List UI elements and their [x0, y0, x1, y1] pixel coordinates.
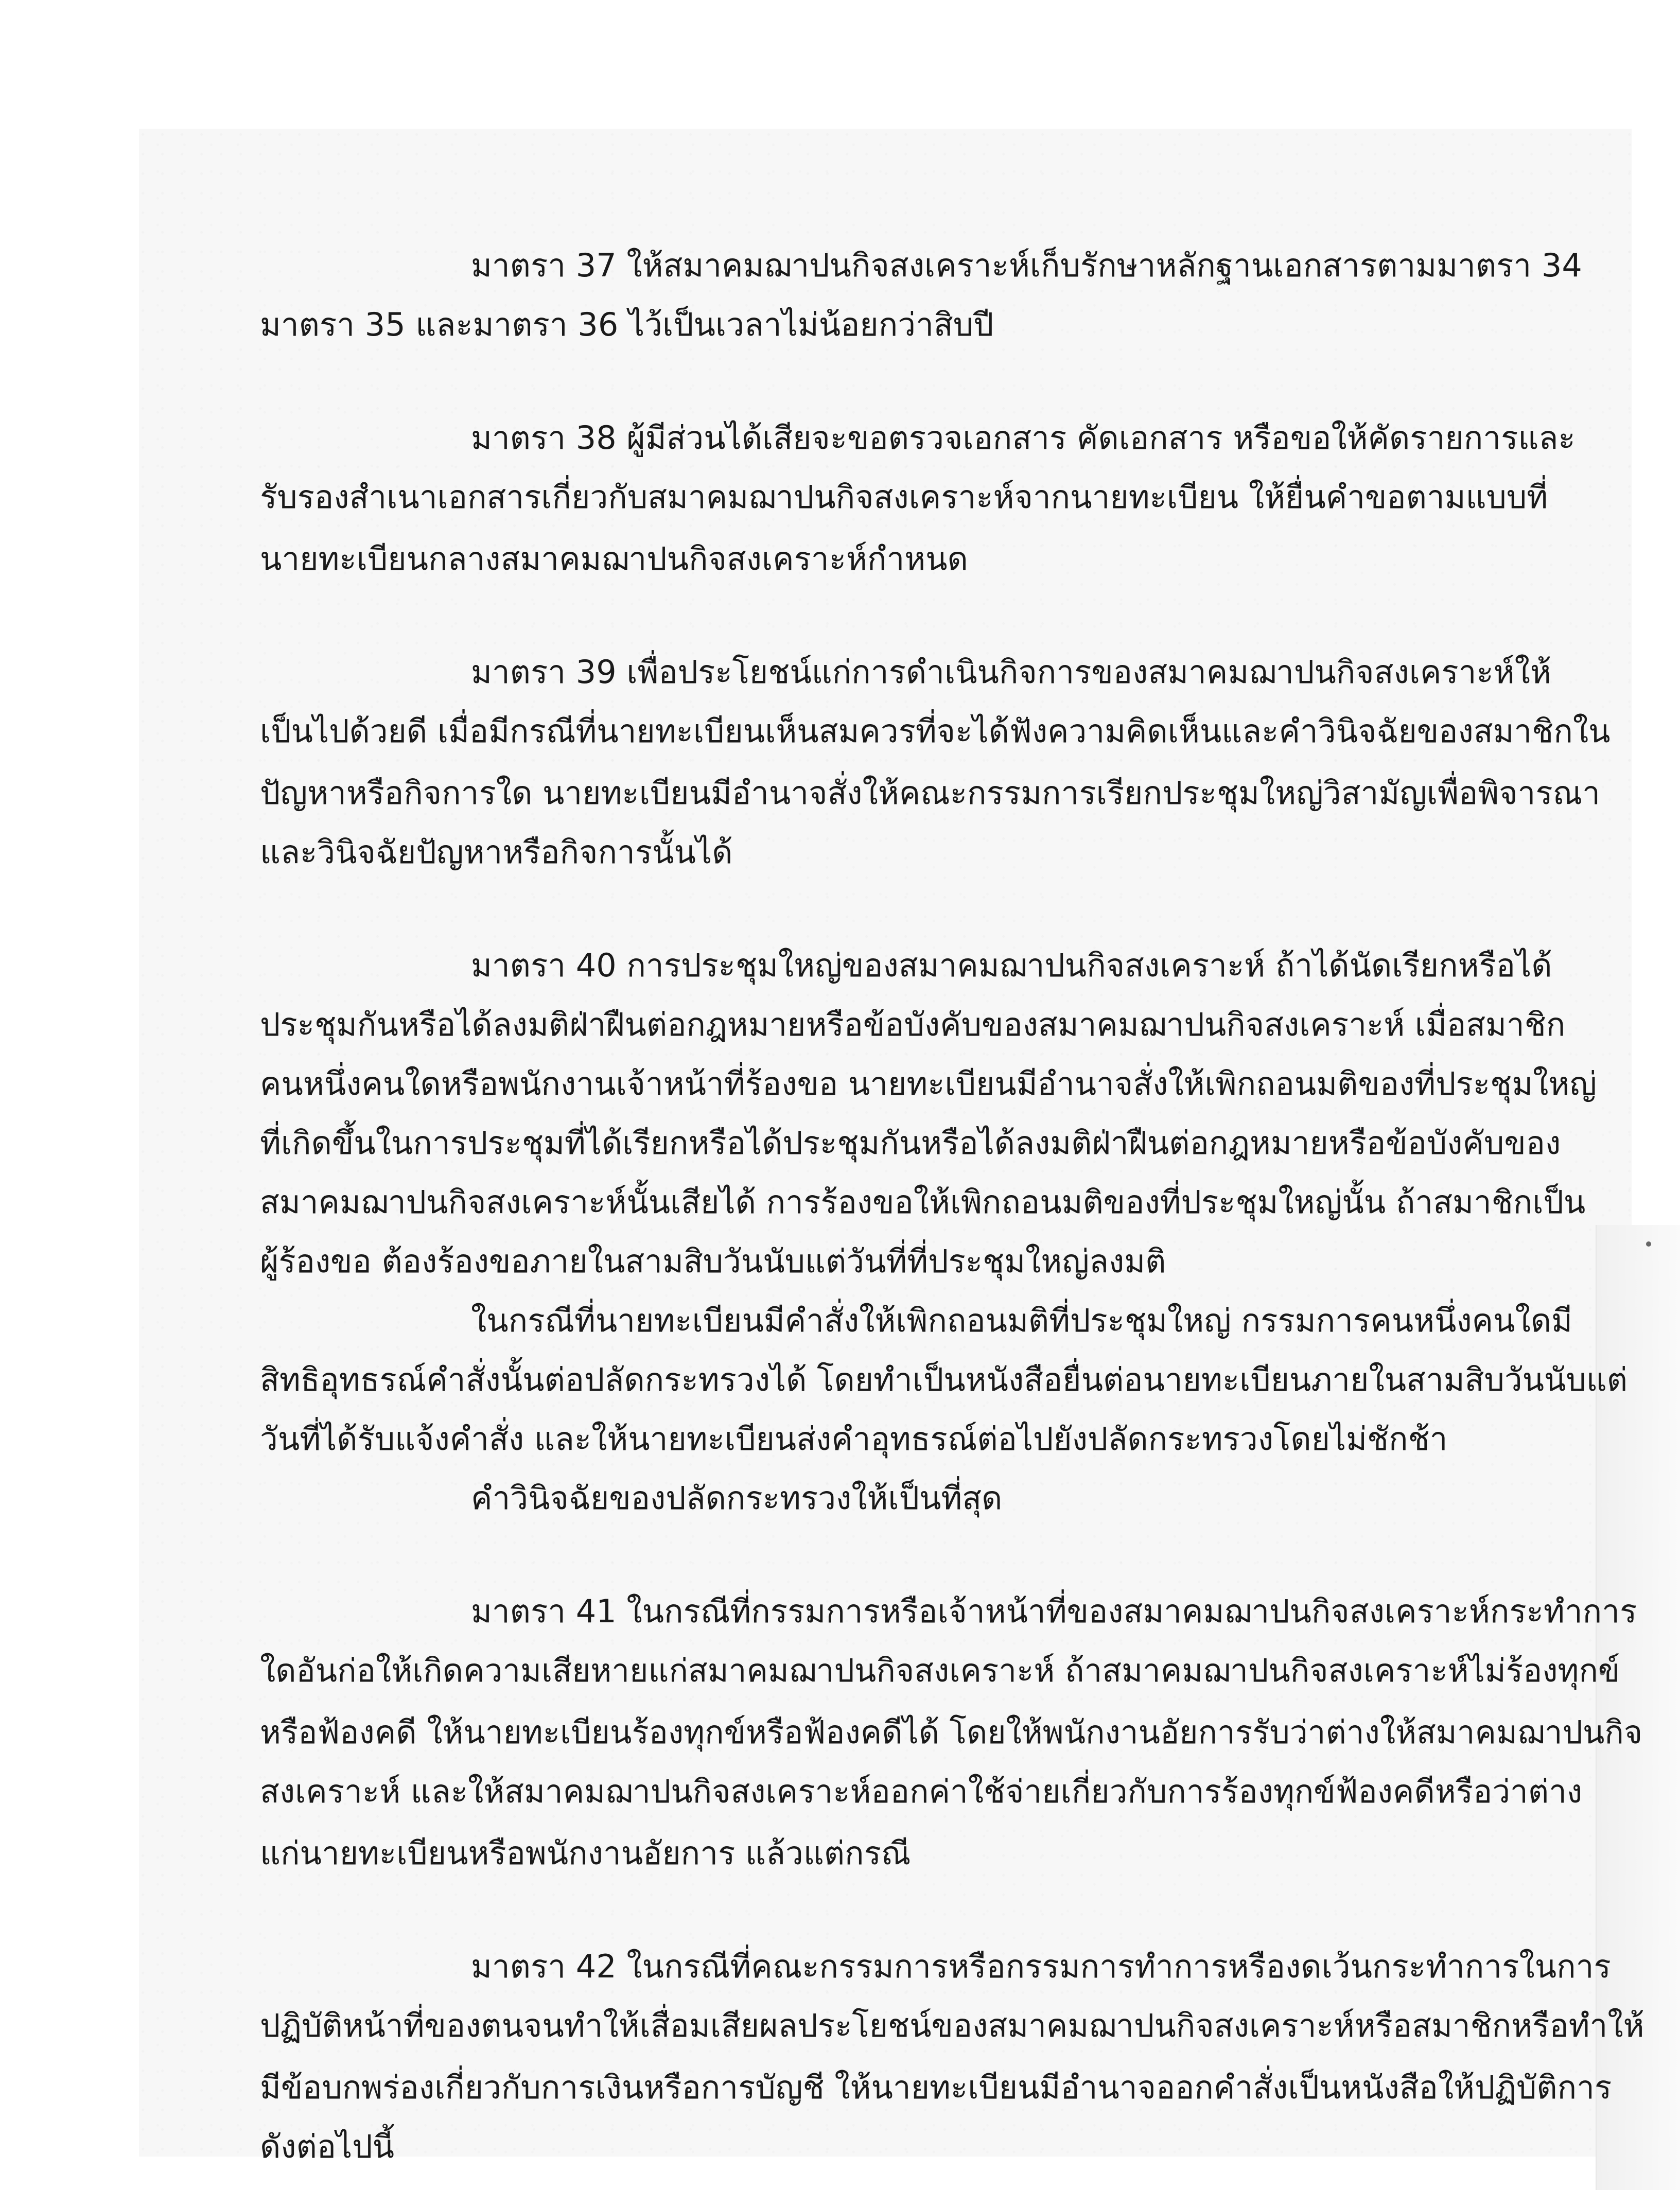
section-41-line-3: หรือฟ้องคดี ให้นายทะเบียนร้องทุกข์หรือฟ้องคดีได้ โดยให้พนักงานอัยการรับว่าต่างให้สมาคมฌาปนกิจ	[260, 1713, 1643, 1751]
section-42-line-3: มีข้อบกพร่องเกี่ยวกับการเงินหรือการบัญชี ให้นายทะเบียนมีอำนาจออกคำสั่งเป็นหนังสือให้ปฏิบัติการ	[260, 2069, 1612, 2106]
section-38-line-2: รับรองสำเนาเอกสารเกี่ยวกับสมาคมฌาปนกิจสงเคราะห์จากนายทะเบียน ให้ยื่นคำขอตามแบบที่	[260, 478, 1548, 516]
section-40-line-5: สมาคมฌาปนกิจสงเคราะห์นั้นเสียได้ การร้องขอให้เพิกถอนมติของที่ประชุมใหญ่นั้น ถ้าสมาชิกเป็น	[260, 1183, 1586, 1221]
section-41-line-2: ใดอันก่อให้เกิดความเสียหายแก่สมาคมฌาปนกิจสงเคราะห์ ถ้าสมาคมฌาปนกิจสงเคราะห์ไม่ร้องทุกข์	[260, 1652, 1620, 1689]
section-38-line-1: มาตรา 38 ผู้มีส่วนได้เสียจะขอตรวจเอกสาร คัดเอกสาร หรือขอให้คัดรายการและ	[471, 419, 1576, 457]
section-40-line-2: ประชุมกันหรือได้ลงมติฝ่าฝืนต่อกฎหมายหรือข้อบังคับของสมาคมฌาปนกิจสงเคราะห์ เมื่อสมาชิก	[260, 1006, 1566, 1043]
section-42-line-1: มาตรา 42 ในกรณีที่คณะกรรมการหรือกรรมการทำการหรืองดเว้นกระทำการในการ	[471, 1948, 1611, 1985]
section-39-line-3: ปัญหาหรือกิจการใด นายทะเบียนมีอำนาจสั่งให้คณะกรรมการเรียกประชุมใหญ่วิสามัญเพื่อพิจารณา	[260, 774, 1600, 812]
section-42-line-2: ปฏิบัติหน้าที่ของตนจนทำให้เสื่อมเสียผลประโยชน์ของสมาคมฌาปนกิจสงเคราะห์หรือสมาชิกหรือทำให้	[260, 2007, 1644, 2044]
section-40-line-4: ที่เกิดขึ้นในการประชุมที่ได้เรียกหรือได้ประชุมกันหรือได้ลงมติฝ่าฝืนต่อกฎหมายหรือข้อบังคับของ	[260, 1124, 1561, 1162]
section-38-line-3: นายทะเบียนกลางสมาคมฌาปนกิจสงเคราะห์กำหนด	[260, 540, 968, 577]
section-42-line-4: ดังต่อไปนี้	[260, 2128, 394, 2165]
section-40-para-2-line-1: ในกรณีที่นายทะเบียนมีคำสั่งให้เพิกถอนมติที่ประชุมใหญ่ กรรมการคนหนึ่งคนใดมี	[471, 1302, 1572, 1339]
section-40-para-2-line-2: สิทธิอุทธรณ์คำสั่งนั้นต่อปลัดกระทรวงได้ โดยทำเป็นหนังสือยื่นต่อนายทะเบียนภายในสามสิบวันนับแต่	[260, 1361, 1627, 1398]
section-40-para-2-line-3: วันที่ได้รับแจ้งคำสั่ง และให้นายทะเบียนส่งคำอุทธรณ์ต่อไปยังปลัดกระทรวงโดยไม่ชักช้า	[260, 1420, 1448, 1458]
section-41-line-5: แก่นายทะเบียนหรือพนักงานอัยการ แล้วแต่กรณี	[260, 1834, 911, 1872]
section-40-para-3-line-1: คำวินิจฉัยของปลัดกระทรวงให้เป็นที่สุด	[471, 1479, 1003, 1517]
scan-speck	[1646, 1241, 1651, 1247]
section-40-line-3: คนหนึ่งคนใดหรือพนักงานเจ้าหน้าที่ร้องขอ นายทะเบียนมีอำนาจสั่งให้เพิกถอนมติของที่ประชุมใหญ่	[260, 1065, 1597, 1102]
section-39-line-2: เป็นไปด้วยดี เมื่อมีกรณีที่นายทะเบียนเห็นสมควรที่จะได้ฟังความคิดเห็นและคำวินิจฉัยของสมาชิกใน	[260, 712, 1611, 750]
section-39-line-4: และวินิจฉัยปัญหาหรือกิจการนั้นได้	[260, 833, 733, 871]
section-41-line-4: สงเคราะห์ และให้สมาคมฌาปนกิจสงเคราะห์ออกค่าใช้จ่ายเกี่ยวกับการร้องทุกข์ฟ้องคดีหรือว่าต่าง	[260, 1773, 1583, 1810]
section-39-line-1: มาตรา 39 เพื่อประโยชน์แก่การดำเนินกิจการของสมาคมฌาปนกิจสงเคราะห์ให้	[471, 653, 1551, 691]
section-41-line-1: มาตรา 41 ในกรณีที่กรรมการหรือเจ้าหน้าที่ของสมาคมฌาปนกิจสงเคราะห์กระทำการ	[471, 1592, 1637, 1630]
section-37-line-1: มาตรา 37 ให้สมาคมฌาปนกิจสงเคราะห์เก็บรักษาหลักฐานเอกสารตามมาตรา 34	[471, 247, 1582, 284]
section-40-line-1: มาตรา 40 การประชุมใหญ่ของสมาคมฌาปนกิจสงเคราะห์ ถ้าได้นัดเรียกหรือได้	[471, 947, 1552, 984]
section-40-line-6: ผู้ร้องขอ ต้องร้องขอภายในสามสิบวันนับแต่วันที่ที่ประชุมใหญ่ลงมติ	[260, 1242, 1166, 1280]
section-37-line-2: มาตรา 35 และมาตรา 36 ไว้เป็นเวลาไม่น้อยกว่าสิบปี	[260, 306, 994, 343]
